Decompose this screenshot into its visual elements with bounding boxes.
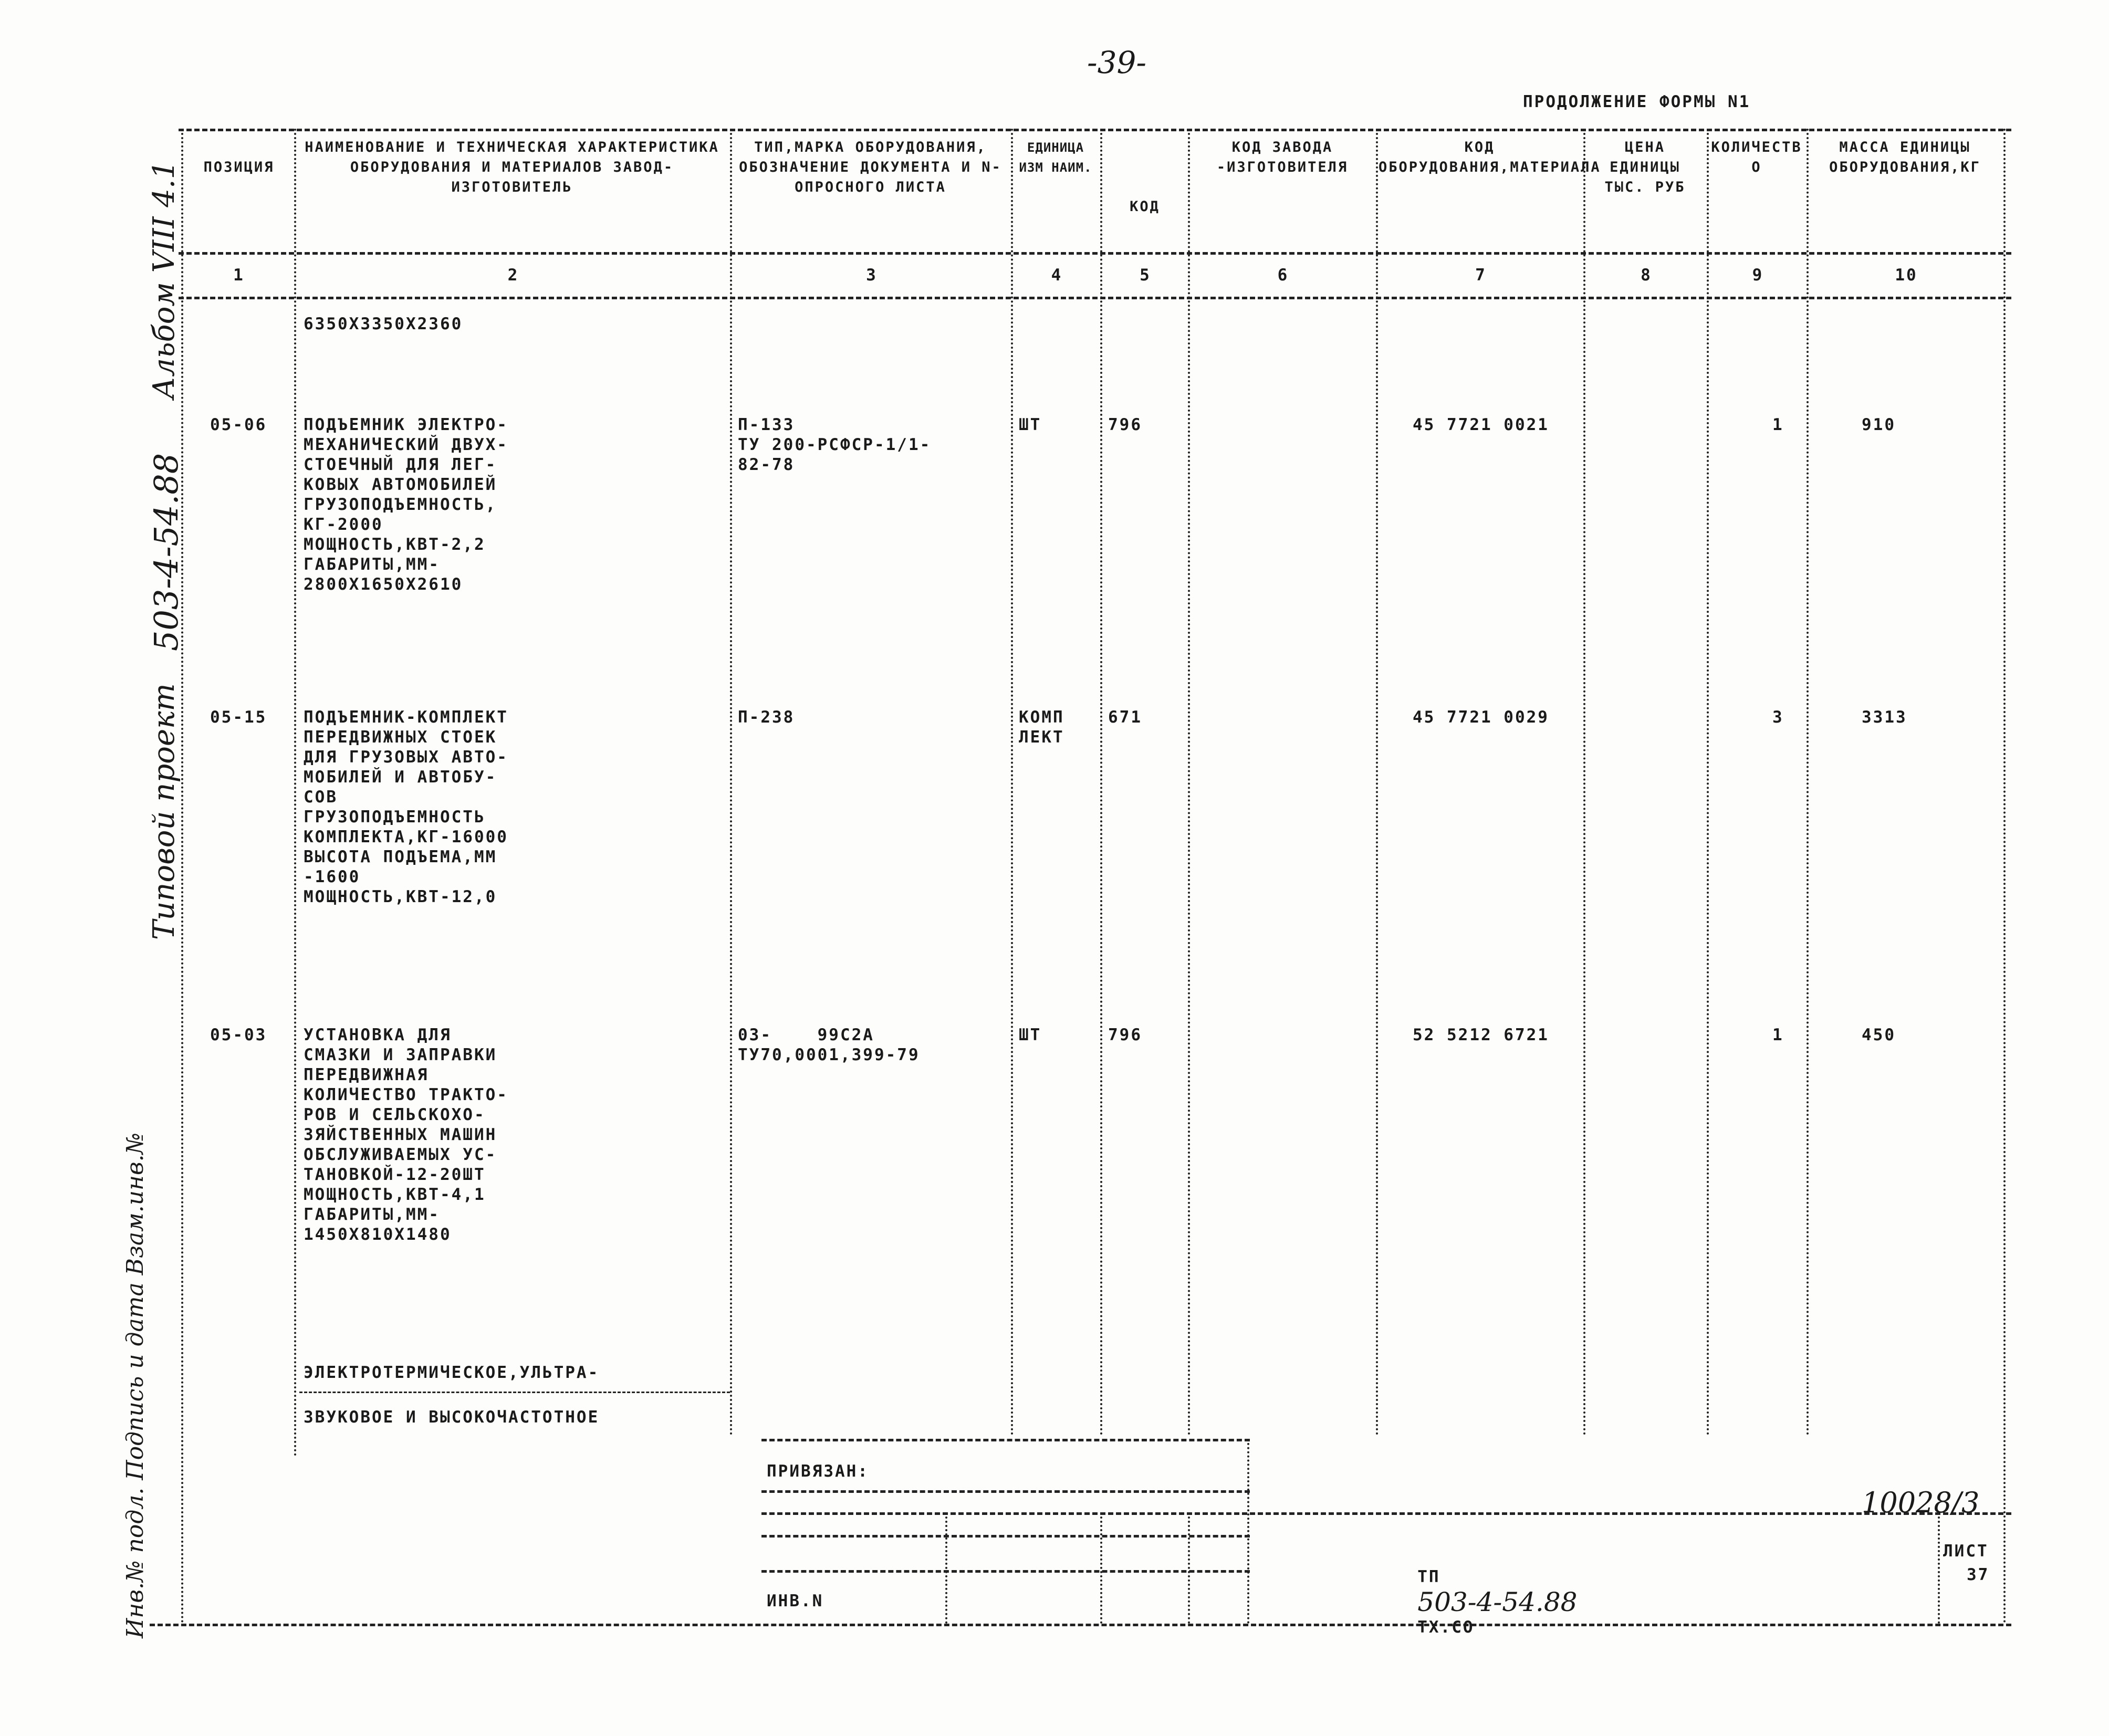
row2-quantity: 3 [1772,708,1784,727]
row1-quantity: 1 [1772,415,1784,434]
colnum-7: 7 [1475,266,1487,285]
row1-unit: ШТ [1019,415,1042,434]
row3-type: 03- 99С2А ТУ70,0001,399-79 [738,1026,920,1064]
stamp-line-3 [761,1535,1250,1538]
colnum-4: 4 [1051,266,1063,285]
sheet-box-sep [1938,1512,1940,1624]
row1-position: 05-06 [210,415,267,434]
header-bottom [179,252,2011,255]
row3-unit: ШТ [1019,1026,1042,1044]
row2-position: 05-15 [210,708,267,727]
stamp-inventory: ИНВ.N [767,1592,824,1610]
header-unit-code: КОД [1130,198,1160,215]
row2-unit-code: 671 [1108,708,1142,727]
margin-album: Альбом VIII 4.1 [147,160,181,399]
header-mass: МАССА ЕДИНИЦЫ ОБОРУДОВАНИЯ,КГ [1829,139,1981,175]
header-type: ТИП,МАРКА ОБОРУДОВАНИЯ, ОБОЗНАЧЕНИЕ ДОКУМЕНТА И N-ОПРОСНОГО ЛИСТА [739,139,1002,195]
stamp-sep-b [1100,1512,1102,1624]
colnum-3: 3 [866,266,878,285]
row3-quantity: 1 [1772,1026,1784,1044]
row1-unit-code: 796 [1108,415,1142,434]
stamp-sep-d [1247,1439,1249,1624]
margin-project-label: Типовой проект [147,683,181,940]
stamp-attached: ПРИВЯЗАН: [767,1462,869,1481]
frame-bottom [150,1624,2011,1626]
document-code-number: 503-4-54.88 [1417,1587,1578,1617]
document-code-prefix: ТП [1417,1567,1440,1586]
col-sep-7 [1583,129,1585,1436]
row3-position: 05-03 [210,1026,267,1044]
margin-project-code: 503-4-54.88 [147,453,185,651]
header-plant-code: КОД ЗАВОДА -ИЗГОТОВИТЕЛЯ [1216,139,1349,175]
col-sep-4 [1100,129,1102,1436]
stamp-top [761,1439,1250,1441]
col-sep-0 [181,129,183,1624]
row2-type: П-238 [738,708,795,727]
stamp-line-2 [761,1512,2011,1515]
col-sep-1 [294,129,296,1457]
row2-mass: 3313 [1862,708,1907,727]
row1-equipment-code: 45 7721 0021 [1413,415,1549,434]
row1-type: П-133 ТУ 200-РСФСР-1/1- 82-78 [738,415,932,474]
stamp-line-1 [761,1490,1250,1493]
colnum-bottom [179,297,2011,299]
stamp-sep-c [1188,1512,1190,1624]
stamp-sep-a [945,1512,947,1624]
row1-mass: 910 [1862,415,1896,434]
header-position: ПОЗИЦИЯ [203,159,275,175]
margin-inventory-stamp: Инв.№ подл. Подпись и дата Взам.инв.№ [122,1132,149,1638]
row2-name: ПОДЪЕМНИК-КОМПЛЕКТ ПЕРЕДВИЖНЫХ СТОЕК ДЛЯ ГРУЗОВЫХ АВТО- МОБИЛЕЙ И АВТОБУ- СОВ ГРУЗОПОДЪЕМНОСТЬ КОМПЛЕКТА,КГ-16000 ВЫСОТА ПОДЪЕМА,ММ -1600 МОЩНОСТЬ,КВТ-12,0 [304,708,508,906]
header-unit-name: ЕДИНИЦА ИЗМ НАИМ. [1019,140,1092,175]
row3-name: УСТАНОВКА ДЛЯ СМАЗКИ И ЗАПРАВКИ ПЕРЕДВИЖНАЯ КОЛИЧЕСТВО ТРАКТО- РОВ И СЕЛЬСКОХО- ЗЯЙСТВЕННЫХ МАШИН ОБСЛУЖИВАЕМЫХ УС- ТАНОВКОЙ-12-20ШТ МОЩНОСТЬ,КВТ-4,1 ГАБАРИТЫ,ММ- 1450X810X1480 [304,1026,508,1244]
section-heading-line2: ЗВУКОВОЕ И ВЫСОКОЧАСТОТНОЕ [304,1408,600,1427]
colnum-2: 2 [507,266,519,285]
continuation-label: ПРОДОЛЖЕНИЕ ФОРМЫ N1 [1523,92,1751,111]
row2-unit: КОМП ЛЕКТ [1019,708,1064,747]
col-sep-10 [2003,129,2006,1624]
section-heading-rule [299,1392,730,1393]
stamp-line-4 [761,1570,1250,1573]
sheet-number: 37 [1967,1565,1990,1584]
colnum-10: 10 [1895,266,1918,285]
order-number: 10028/3 [1862,1486,1980,1519]
document-code [1407,1557,1577,1637]
colnum-5: 5 [1140,266,1151,285]
col-sep-5 [1188,129,1190,1436]
carry-line: 6350X3350X2360 [304,315,463,333]
colnum-1: 1 [233,266,245,285]
col-sep-8 [1707,129,1709,1436]
row3-equipment-code: 52 5212 6721 [1413,1026,1549,1044]
col-sep-3 [1011,129,1013,1436]
document-code-suffix: ТХ.СО [1417,1618,1475,1637]
row1-name: ПОДЪЕМНИК ЭЛЕКТРО- МЕХАНИЧЕСКИЙ ДВУХ- СТОЕЧНЫЙ ДЛЯ ЛЕГ- КОВЫХ АВТОМОБИЛЕЙ ГРУЗОПОДЪЕМНОСТЬ, КГ-2000 МОЩНОСТЬ,КВТ-2,2 ГАБАРИТЫ,ММ- 2800X1650X2610 [304,415,508,594]
page-number: -39- [1087,45,1146,80]
row2-equipment-code: 45 7721 0029 [1413,708,1549,727]
colnum-8: 8 [1641,266,1652,285]
row3-unit-code: 796 [1108,1026,1142,1044]
frame-top [179,129,2011,131]
header-quantity: КОЛИЧЕСТВО [1711,139,1802,175]
row3-mass: 450 [1862,1026,1896,1044]
section-heading-line1: ЭЛЕКТРОТЕРМИЧЕСКОЕ,УЛЬТРА- [304,1363,600,1382]
header-equipment-code: КОД ОБОРУДОВАНИЯ,МАТЕРИАЛА [1379,139,1601,175]
colnum-9: 9 [1752,266,1764,285]
colnum-6: 6 [1277,266,1289,285]
header-price: ЦЕНА ЕДИНИЦЫ ТЫС. РУБ [1604,139,1686,195]
col-sep-2 [730,129,732,1436]
header-name: НАИМЕНОВАНИЕ И ТЕХНИЧЕСКАЯ ХАРАКТЕРИСТИКА ОБОРУДОВАНИЯ И МАТЕРИАЛОВ ЗАВОД-ИЗГОТОВИТЕЛЬ [305,139,719,195]
sheet-label: ЛИСТ [1943,1542,1989,1561]
col-sep-6 [1376,129,1378,1436]
col-sep-9 [1807,129,1809,1436]
